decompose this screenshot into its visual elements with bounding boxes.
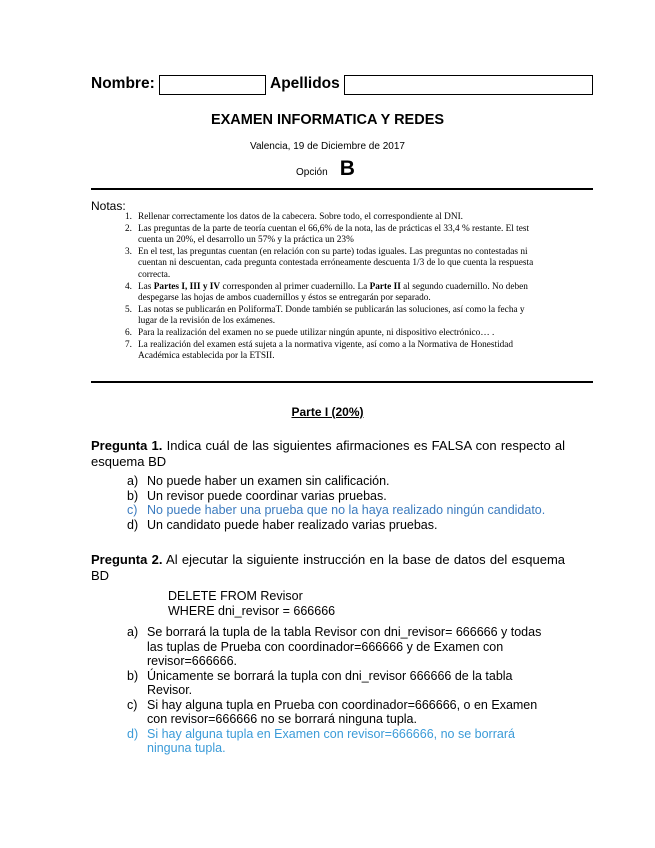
sql-line-1: DELETE FROM Revisor <box>168 589 303 603</box>
option-label: Opción <box>296 167 328 178</box>
sql-line-2: WHERE dni_revisor = 666666 <box>168 603 336 618</box>
question-1-text: Indica cuál de las siguientes afirmaciones es FALSA con respecto al esquema BD <box>91 438 566 469</box>
note-item: 2. Las preguntas de la parte de teoría cuentan el 66,6% de la nota, las de prácticas el 33,4 % restante. El test cuenta un 20%, el desarrollo un 57% y la práctica un 23% <box>125 223 530 246</box>
option-b[interactable]: b) Un revisor puede coordinar varias pruebas. <box>127 488 387 503</box>
question-2-label: Pregunta 2. <box>91 552 163 567</box>
nombre-label: Nombre: <box>91 75 155 92</box>
place-date: Valencia, 19 de Diciembre de 2017 <box>250 141 405 152</box>
note-item: 4. Las Partes I, III y IV corresponden al primer cuadernillo. La Parte II al segundo cuadernillo. No deben despegarse las hojas de ambos cuadernillos y éstos se entregarán por separado. <box>125 281 528 304</box>
option-a[interactable]: a) Se borrará la tupla de la tabla Revisor con dni_revisor= 666666 y todas las tuplas de Prueba con coordinador=666666 y de Examen con revisor=666666. <box>127 625 542 668</box>
question-2-options <box>127 625 555 756</box>
note-item: 7. La realización del examen está sujeta a la normativa vigente, así como a la Normativa de Honestidad Académica establecida por la ETSII. <box>125 339 514 362</box>
option-indicator <box>296 157 355 181</box>
top-divider <box>91 188 593 190</box>
question-2-text: Al ejecutar la siguiente instrucción en la base de datos del esquema BD <box>91 552 565 583</box>
notes-list <box>114 212 534 363</box>
option-b[interactable]: b) Únicamente se borrará la tupla con dni_revisor 666666 de la tabla Revisor. <box>127 668 513 697</box>
apellidos-field[interactable] <box>344 75 593 95</box>
question-1-label: Pregunta 1. <box>91 438 163 453</box>
sql-code <box>168 589 335 618</box>
nombre-field[interactable] <box>159 75 266 95</box>
note-item: 5. Las notas se publicarán en PoliformaT. Donde también se publicarán las soluciones, así como la fecha y lugar de la revisión de los exámenes. <box>125 304 525 327</box>
note-item: 6. Para la realización del examen no se puede utilizar ningún apunte, ni dispositivo electrónico… . <box>125 327 495 338</box>
notes-heading: Notas: <box>91 199 126 213</box>
question-1-options <box>127 474 567 532</box>
option-d[interactable]: d) Un candidato puede haber realizado varias pruebas. <box>127 517 438 532</box>
option-d-correct[interactable]: d) Si hay alguna tupla en Examen con revisor=666666, no se borrará ninguna tupla. <box>127 726 515 755</box>
bottom-divider <box>91 381 593 383</box>
option-c-correct[interactable]: c) No puede haber una prueba que no la haya realizado ningún candidato. <box>127 503 546 517</box>
note-item: 3. En el test, las preguntas cuentan (en relación con su parte) todas iguales. Las preguntas no contestadas ni cuentan ni descuentan, cada pregunta contestada erróneamente descuenta 1/3 de lo que cuenta la respuesta correcta. <box>125 246 534 280</box>
option-value: B <box>339 157 355 180</box>
option-c[interactable]: c) Si hay alguna tupla en Prueba con coordinador=666666, o en Examen con revisor=666666 no se borrará ninguna tupla. <box>127 697 538 726</box>
question-1 <box>91 438 565 470</box>
question-2 <box>91 552 565 584</box>
note-item: 1. Rellenar correctamente los datos de la cabecera. Sobre todo, el correspondiente al DNI. <box>125 212 463 222</box>
apellidos-label: Apellidos <box>270 75 340 92</box>
option-a[interactable]: a) No puede haber un examen sin calificación. <box>127 474 390 488</box>
part-title: Parte I (20%) <box>291 405 364 419</box>
exam-title: EXAMEN INFORMATICA Y REDES <box>210 112 445 128</box>
